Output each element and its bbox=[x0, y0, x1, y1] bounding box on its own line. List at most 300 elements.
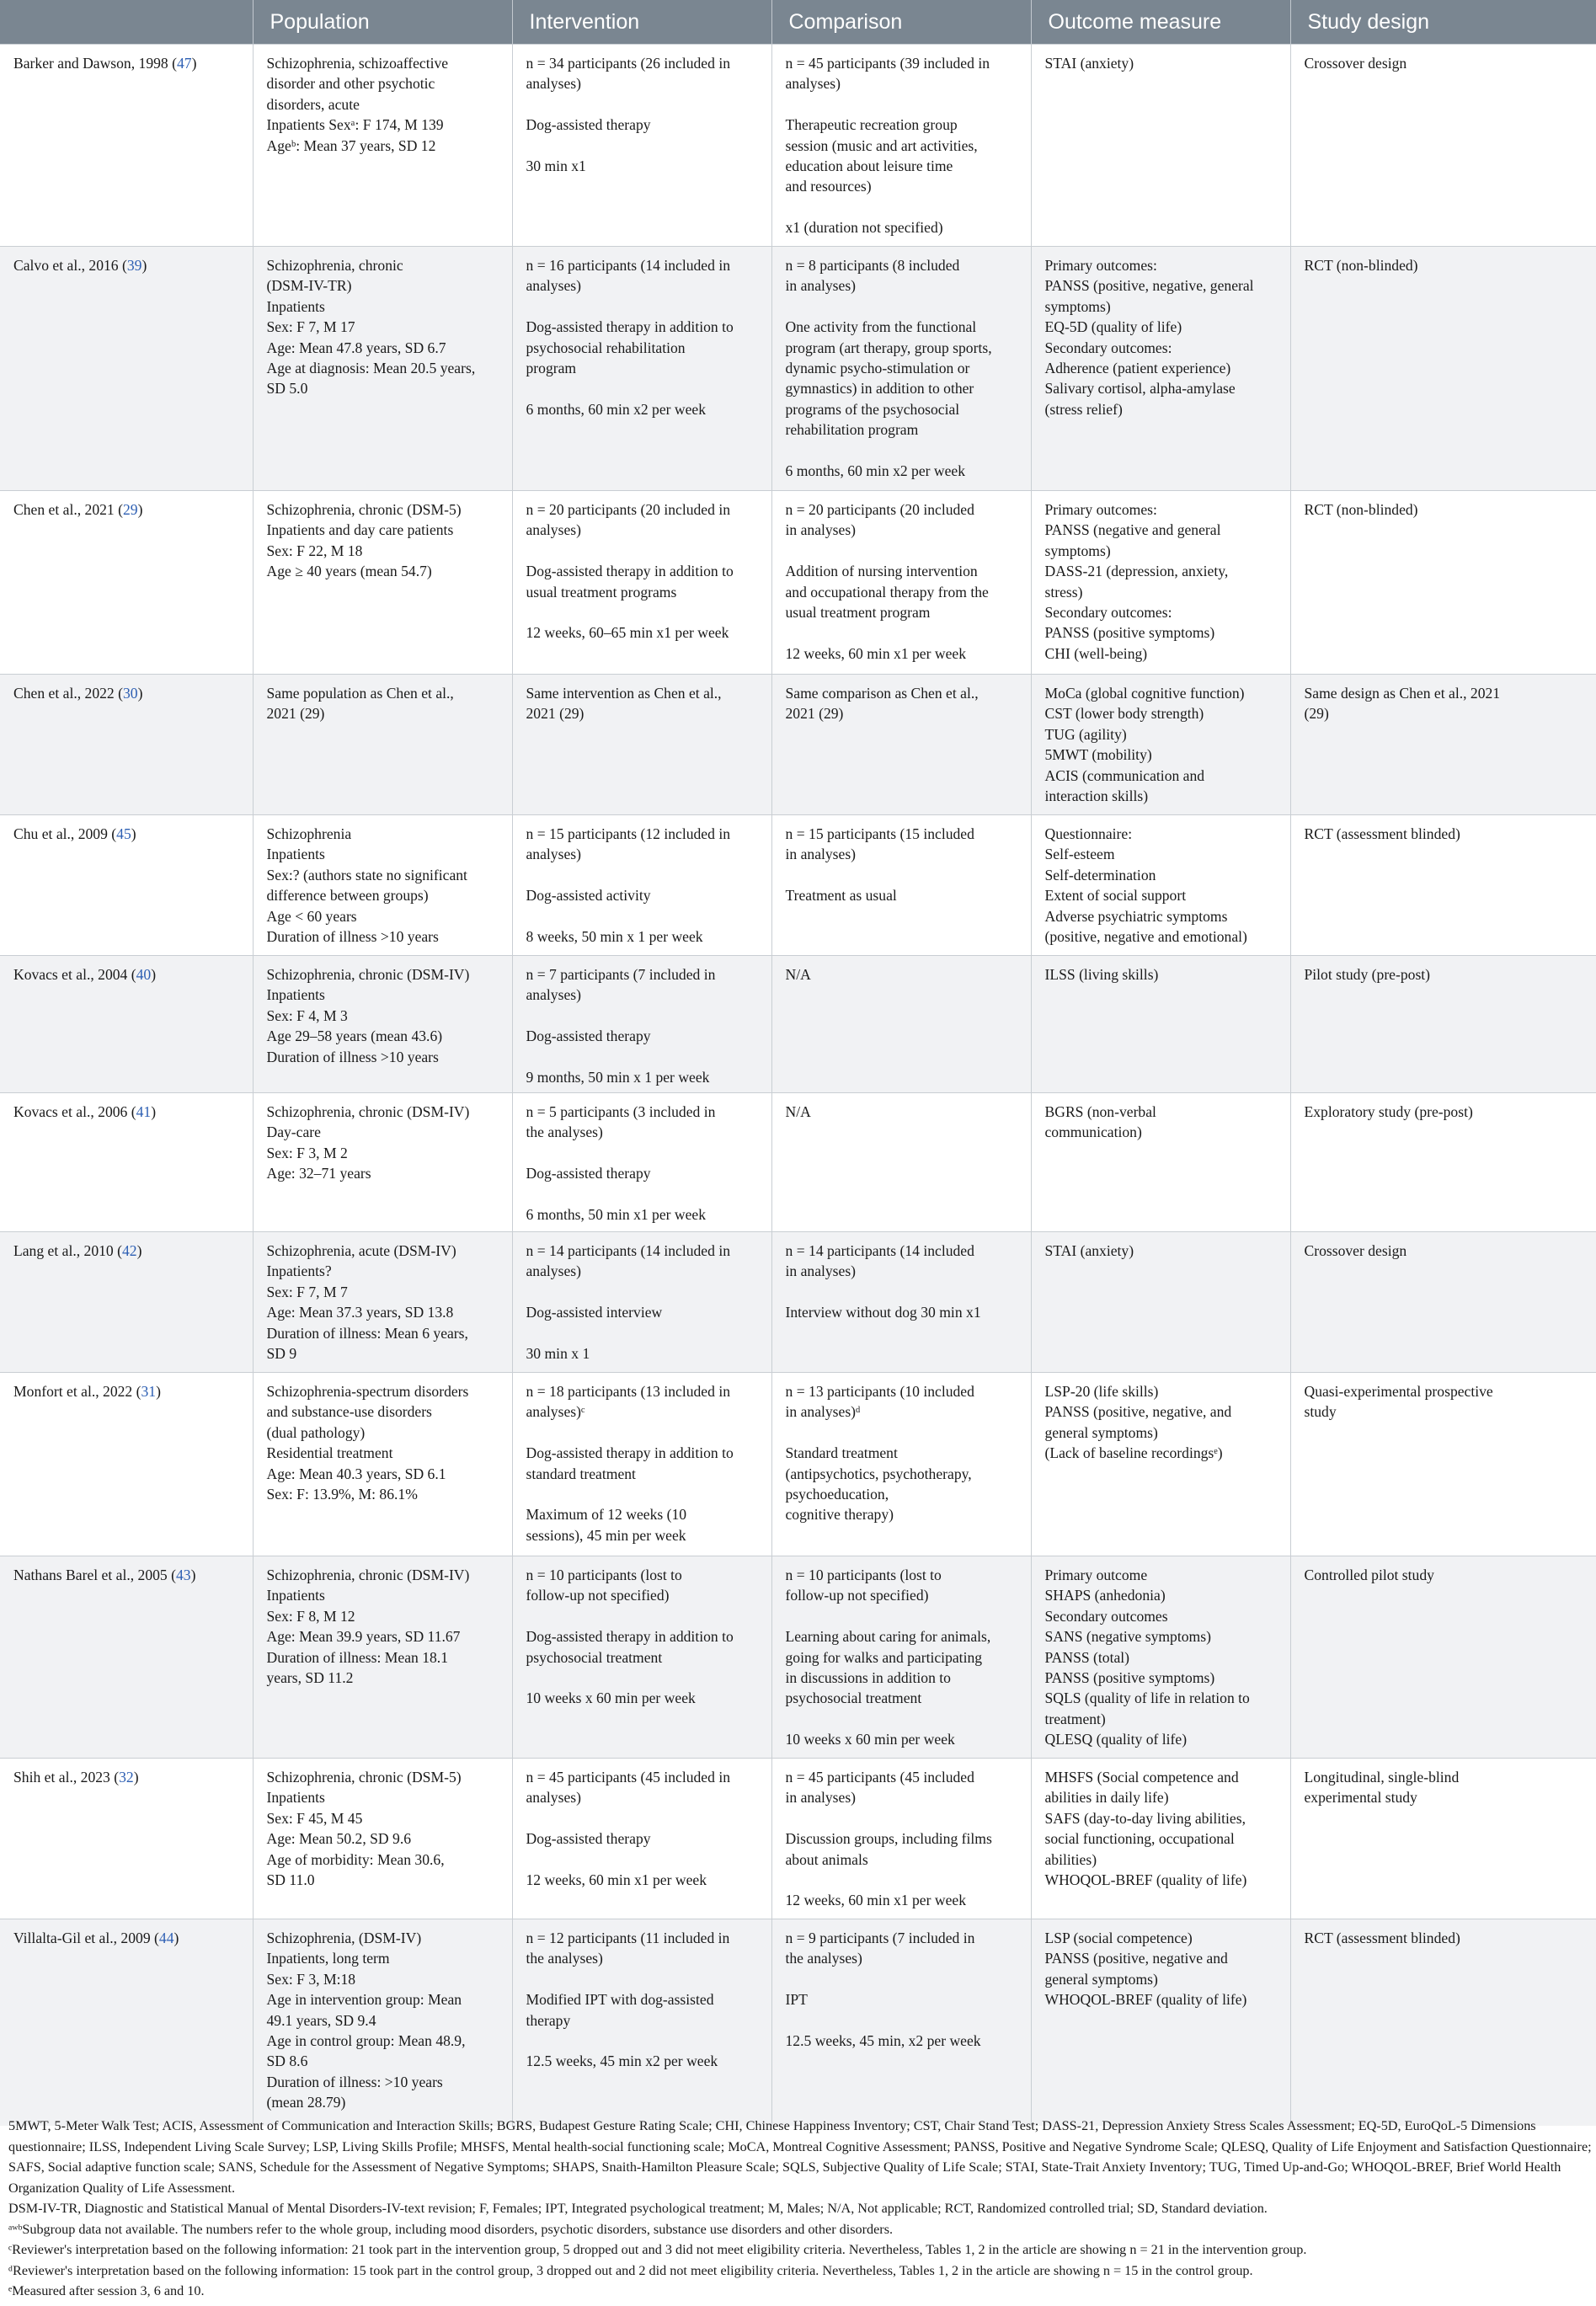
table-body bbox=[0, 45, 1596, 2126]
population-line: Schizophrenia, chronic bbox=[266, 257, 403, 274]
reference-link[interactable]: 45 bbox=[116, 825, 131, 842]
population-line: Duration of illness: Mean 6 years, bbox=[266, 1324, 468, 1342]
outcome-line: BGRS (non-verbal bbox=[1044, 1103, 1156, 1120]
comparison-line: in analyses) bbox=[785, 521, 857, 539]
outcome-line: ILSS (living skills) bbox=[1044, 966, 1159, 983]
outcome-line: ACIS (communication and bbox=[1044, 766, 1205, 784]
intervention-line: n = 18 participants (13 included in bbox=[526, 1383, 730, 1400]
table-row bbox=[0, 1919, 1596, 2126]
population-line: Same population as Chen et al., bbox=[266, 685, 454, 702]
population-cell bbox=[253, 1373, 512, 1556]
outcome-cell bbox=[1031, 491, 1290, 675]
population-line: Sex: F 7, M 17 bbox=[266, 318, 355, 336]
design-cell bbox=[1290, 1093, 1596, 1232]
intervention-cell bbox=[512, 815, 771, 956]
population-line: Inpatients and day care patients bbox=[266, 521, 454, 539]
outcome-line: MHSFS (Social competence and bbox=[1044, 1769, 1239, 1786]
design-line: RCT (non-blinded) bbox=[1304, 501, 1418, 518]
reference-link[interactable]: 30 bbox=[122, 685, 138, 702]
comparison-line: N/A bbox=[785, 966, 811, 983]
intervention-line: Dog-assisted interview bbox=[526, 1304, 663, 1321]
intervention-cell bbox=[512, 1093, 771, 1232]
intervention-line: analyses) bbox=[526, 1789, 581, 1807]
comparison-line: 2021 (29) bbox=[785, 705, 844, 723]
header-comparison: Comparison bbox=[771, 0, 1031, 45]
outcome-line: Primary outcomes: bbox=[1044, 501, 1157, 518]
intervention-line: Dog-assisted therapy in addition to bbox=[526, 318, 734, 336]
population-cell bbox=[253, 1232, 512, 1373]
table-row bbox=[0, 1373, 1596, 1556]
comparison-line: and resources) bbox=[785, 178, 872, 195]
intervention-line: Modified IPT with dog-assisted bbox=[526, 1991, 714, 2009]
comparison-line: Treatment as usual bbox=[785, 887, 897, 905]
population-line: Duration of illness >10 years bbox=[266, 928, 439, 946]
population-line: Age 29–58 years (mean 43.6) bbox=[266, 1028, 443, 1045]
intervention-cell bbox=[512, 1556, 771, 1759]
design-line: Crossover design bbox=[1304, 55, 1407, 72]
intervention-line: therapy bbox=[526, 2011, 571, 2029]
intervention-line: n = 12 participants (11 included in bbox=[526, 1930, 730, 1946]
outcome-line: CST (lower body strength) bbox=[1044, 705, 1204, 723]
outcome-line: 5MWT (mobility) bbox=[1044, 746, 1152, 764]
design-cell bbox=[1290, 491, 1596, 675]
design-line: Quasi-experimental prospective bbox=[1304, 1383, 1493, 1400]
intervention-line: n = 14 participants (14 included in bbox=[526, 1242, 730, 1259]
intervention-line: analyses) bbox=[526, 846, 581, 863]
intervention-line: 12 weeks, 60 min x1 per week bbox=[526, 1871, 707, 1888]
outcome-line: Primary outcomes: bbox=[1044, 257, 1157, 274]
study-name: Kovacs et al., 2006 ( bbox=[13, 1103, 136, 1120]
population-line: Schizophrenia, chronic (DSM-IV) bbox=[266, 1567, 470, 1583]
intervention-line: Dog-assisted therapy bbox=[526, 1830, 651, 1848]
study-name: Calvo et al., 2016 ( bbox=[13, 257, 127, 274]
intervention-line: 30 min x 1 bbox=[526, 1345, 590, 1362]
outcome-cell bbox=[1031, 1093, 1290, 1232]
intervention-line: analyses) bbox=[526, 986, 581, 1004]
outcome-cell bbox=[1031, 1232, 1290, 1373]
outcome-line: Self-esteem bbox=[1044, 846, 1115, 863]
study-name: Chen et al., 2021 ( bbox=[13, 501, 123, 518]
intervention-line: psychosocial rehabilitation bbox=[526, 339, 686, 356]
population-line: and substance-use disorders bbox=[266, 1403, 432, 1421]
design-line: Longitudinal, single-blind bbox=[1304, 1769, 1460, 1786]
table-row bbox=[0, 1232, 1596, 1373]
outcome-line: general symptoms) bbox=[1044, 1970, 1158, 1988]
comparison-line: dynamic psycho-stimulation or bbox=[785, 360, 970, 377]
intervention-line: Dog-assisted activity bbox=[526, 887, 651, 905]
comparison-cell bbox=[771, 1759, 1031, 1919]
intervention-cell bbox=[512, 1919, 771, 2126]
population-cell bbox=[253, 815, 512, 956]
comparison-line: education about leisure time bbox=[785, 157, 953, 175]
comparison-line: the analyses) bbox=[785, 1950, 862, 1967]
design-cell bbox=[1290, 1232, 1596, 1373]
population-line: Schizophrenia bbox=[266, 825, 352, 842]
header-population: Population bbox=[253, 0, 512, 45]
design-cell bbox=[1290, 675, 1596, 815]
outcome-cell bbox=[1031, 1759, 1290, 1919]
comparison-cell bbox=[771, 1232, 1031, 1373]
intervention-line: program bbox=[526, 360, 577, 377]
study-cell: Kovacs et al., 2004 (40) bbox=[0, 956, 253, 1093]
outcome-line: Adverse psychiatric symptoms bbox=[1044, 907, 1228, 925]
reference-link[interactable]: 29 bbox=[122, 501, 138, 518]
table-row bbox=[0, 247, 1596, 491]
outcome-cell bbox=[1031, 815, 1290, 956]
reference-link[interactable]: 44 bbox=[158, 1930, 174, 1946]
intervention-line: n = 34 participants (26 included in bbox=[526, 55, 730, 72]
outcome-line: LSP-20 (life skills) bbox=[1044, 1383, 1159, 1400]
intervention-line: Dog-assisted therapy bbox=[526, 1028, 651, 1045]
study-name: Monfort et al., 2022 ( bbox=[13, 1383, 141, 1400]
comparison-line: (antipsychotics, psychotherapy, bbox=[785, 1465, 972, 1482]
outcome-line: PANSS (negative and general bbox=[1044, 521, 1221, 539]
outcome-cell bbox=[1031, 45, 1290, 247]
outcome-line: treatment) bbox=[1044, 1710, 1106, 1727]
footnote: DSM-IV-TR, Diagnostic and Statistical Manual of Mental Disorders-IV-text revision; F, Females; IPT, Integrated psychological treatment; M, Males; N/A, Not applicable; RCT, Randomized controlled trial; SD, Standard deviation. bbox=[8, 2201, 1268, 2216]
comparison-line: Interview without dog 30 min x1 bbox=[785, 1304, 981, 1321]
comparison-cell bbox=[771, 45, 1031, 247]
intervention-line: 6 months, 50 min x1 per week bbox=[526, 1206, 707, 1223]
comparison-line: Therapeutic recreation group bbox=[785, 116, 958, 134]
outcome-line: PANSS (positive symptoms) bbox=[1044, 1669, 1215, 1687]
population-line: Residential treatment bbox=[266, 1444, 393, 1462]
outcome-line: STAI (anxiety) bbox=[1044, 1242, 1134, 1259]
intervention-line: n = 10 participants (lost to bbox=[526, 1567, 682, 1583]
population-line: Inpatients bbox=[266, 1587, 325, 1604]
outcome-line: WHOQOL-BREF (quality of life) bbox=[1044, 1871, 1247, 1889]
comparison-line: 6 months, 60 min x2 per week bbox=[785, 462, 966, 480]
outcome-cell bbox=[1031, 1373, 1290, 1556]
population-line: 49.1 years, SD 9.4 bbox=[266, 2011, 376, 2029]
footnote: 5MWT, 5-Meter Walk Test; ACIS, Assessment of Communication and Interaction Skills; BGRS, Budapest Gesture Rating Scale; CHI, Chinese Happiness Inventory; CST, Chair Stand Test; DASS-21, Depression Anxiety Stress Scales Assessment; EQ-5D, EuroQoL-5 Dimensions questionnaire; ILSS, Independent Living Scale Survey; LSP, Living Skills Profile; MHSFS, Mental health-social functioning scale; MoCA, Montreal Cognitive Assessment; PANSS, Positive and Negative Syndrome Scale; QLESQ, Quality of Life Enjoyment and Satisfaction Questionnaire; SAFS, Social adaptive function scale; SANS, Schedule for the Assessment of Negative Symptoms; SHAPS, Snaith-Hamilton Pleasure Scale; SQLS, Subjective Quality of Life Scale; STAI, State-Trait Anxiety Inventory; TUG, Timed Up-and-Go; WHOQOL-BREF, Brief World Health Organization Quality of Life Assessment. bbox=[8, 2118, 1592, 2196]
comparison-line: in analyses) bbox=[785, 1262, 857, 1280]
outcome-line: Adherence (patient experience) bbox=[1044, 360, 1231, 377]
design-line: RCT (non-blinded) bbox=[1304, 257, 1418, 274]
intervention-line: the analyses) bbox=[526, 1124, 603, 1141]
population-line: Schizophrenia, chronic (DSM-IV) bbox=[266, 1103, 470, 1120]
intervention-line: psychosocial treatment bbox=[526, 1648, 663, 1666]
outcome-line: general symptoms) bbox=[1044, 1423, 1158, 1441]
comparison-line: programs of the psychosocial bbox=[785, 400, 960, 418]
outcome-line: MoCa (global cognitive function) bbox=[1044, 685, 1245, 702]
comparison-line: n = 9 participants (7 included in bbox=[785, 1930, 975, 1946]
design-cell bbox=[1290, 1919, 1596, 2126]
design-line: study bbox=[1304, 1403, 1337, 1421]
intervention-line: Dog-assisted therapy bbox=[526, 1165, 651, 1182]
population-line: Ageᵇ: Mean 37 years, SD 12 bbox=[266, 136, 436, 154]
intervention-cell bbox=[512, 1373, 771, 1556]
outcome-line: Self-determination bbox=[1044, 866, 1156, 883]
outcome-line: SQLS (quality of life in relation to bbox=[1044, 1689, 1250, 1707]
intervention-cell bbox=[512, 491, 771, 675]
population-line: Schizophrenia, chronic (DSM-IV) bbox=[266, 966, 470, 983]
study-cell: Monfort et al., 2022 (31) bbox=[0, 1373, 253, 1556]
outcome-line: SAFS (day-to-day living abilities, bbox=[1044, 1809, 1246, 1827]
study-name: Barker and Dawson, 1998 ( bbox=[13, 55, 177, 72]
population-line: Age < 60 years bbox=[266, 907, 357, 925]
population-line: Age: Mean 37.3 years, SD 13.8 bbox=[266, 1304, 454, 1321]
population-line: 2021 (29) bbox=[266, 705, 325, 723]
population-line: Sex: F 3, M 2 bbox=[266, 1144, 348, 1161]
population-line: (dual pathology) bbox=[266, 1423, 366, 1441]
table-header-row bbox=[0, 0, 1596, 45]
population-line: Sex: F: 13.9%, M: 86.1% bbox=[266, 1486, 418, 1503]
intervention-cell bbox=[512, 956, 771, 1093]
outcome-line: PANSS (positive symptoms) bbox=[1044, 624, 1215, 642]
footnote: ᵉMeasured after session 3, 6 and 10. bbox=[8, 2283, 205, 2298]
population-line: Sex: F 4, M 3 bbox=[266, 1006, 348, 1024]
comparison-line: psychosocial treatment bbox=[785, 1689, 922, 1707]
study-cell: Villalta-Gil et al., 2009 (44) bbox=[0, 1919, 253, 2126]
population-line: Age of morbidity: Mean 30.6, bbox=[266, 1850, 445, 1868]
intervention-line: 10 weeks x 60 min per week bbox=[526, 1689, 696, 1707]
outcome-line: STAI (anxiety) bbox=[1044, 55, 1134, 72]
header-intervention: Intervention bbox=[512, 0, 771, 45]
comparison-cell bbox=[771, 956, 1031, 1093]
design-line: RCT (assessment blinded) bbox=[1304, 1930, 1460, 1946]
population-line: disorders, acute bbox=[266, 95, 360, 113]
comparison-line: Standard treatment bbox=[785, 1444, 898, 1462]
study-cell: Kovacs et al., 2006 (41) bbox=[0, 1093, 253, 1232]
outcome-line: EQ-5D (quality of life) bbox=[1044, 318, 1182, 336]
outcome-cell bbox=[1031, 675, 1290, 815]
population-line: Schizophrenia, acute (DSM-IV) bbox=[266, 1242, 456, 1259]
intervention-line: n = 20 participants (20 included in bbox=[526, 501, 730, 518]
study-cell: Chu et al., 2009 (45) bbox=[0, 815, 253, 956]
population-cell bbox=[253, 675, 512, 815]
design-line: Pilot study (pre-post) bbox=[1304, 966, 1431, 983]
population-line: Sex: F 8, M 12 bbox=[266, 1607, 355, 1625]
intervention-line: 12.5 weeks, 45 min x2 per week bbox=[526, 2052, 718, 2070]
intervention-line: analyses) bbox=[526, 75, 581, 93]
comparison-line: 10 weeks x 60 min per week bbox=[785, 1731, 955, 1748]
intervention-line: n = 15 participants (12 included in bbox=[526, 825, 730, 842]
outcome-line: PANSS (positive, negative, and bbox=[1044, 1403, 1232, 1421]
design-cell bbox=[1290, 1556, 1596, 1759]
population-line: Age in control group: Mean 48.9, bbox=[266, 2032, 466, 2050]
comparison-line: 12 weeks, 60 min x1 per week bbox=[785, 644, 966, 662]
comparison-line: n = 20 participants (20 included bbox=[785, 501, 974, 518]
population-line: Sex: F 45, M 45 bbox=[266, 1809, 363, 1827]
population-line: Age ≥ 40 years (mean 54.7) bbox=[266, 563, 432, 580]
outcome-line: DASS-21 (depression, anxiety, bbox=[1044, 563, 1229, 580]
intervention-line: n = 16 participants (14 included in bbox=[526, 257, 730, 274]
intervention-cell bbox=[512, 675, 771, 815]
population-cell bbox=[253, 45, 512, 247]
population-line: Schizophrenia, schizoaffective bbox=[266, 55, 449, 72]
reference-link[interactable]: 40 bbox=[136, 966, 152, 983]
study-name: Nathans Barel et al., 2005 ( bbox=[13, 1567, 176, 1583]
reference-link[interactable]: 32 bbox=[119, 1769, 134, 1786]
comparison-cell bbox=[771, 815, 1031, 956]
outcome-line: communication) bbox=[1044, 1124, 1142, 1141]
study-cell: Lang et al., 2010 (42) bbox=[0, 1232, 253, 1373]
outcome-line: CHI (well-being) bbox=[1044, 644, 1148, 662]
population-line: Age at diagnosis: Mean 20.5 years, bbox=[266, 360, 476, 377]
population-line: Duration of illness >10 years bbox=[266, 1048, 439, 1065]
table-row bbox=[0, 491, 1596, 675]
comparison-line: in analyses) bbox=[785, 277, 857, 295]
population-line: Schizophrenia, chronic (DSM-5) bbox=[266, 501, 462, 518]
outcome-line: symptoms) bbox=[1044, 542, 1111, 559]
outcome-line: TUG (agility) bbox=[1044, 725, 1127, 743]
comparison-line: program (art therapy, group sports, bbox=[785, 339, 992, 356]
intervention-line: 6 months, 60 min x2 per week bbox=[526, 400, 707, 418]
comparison-cell bbox=[771, 1373, 1031, 1556]
comparison-line: n = 15 participants (15 included bbox=[785, 825, 974, 842]
comparison-line: One activity from the functional bbox=[785, 318, 977, 336]
outcome-line: Primary outcome bbox=[1044, 1567, 1148, 1583]
outcome-line: PANSS (positive, negative and bbox=[1044, 1950, 1228, 1967]
population-line: Inpatients bbox=[266, 297, 325, 315]
comparison-line: follow-up not specified) bbox=[785, 1587, 929, 1604]
design-line: (29) bbox=[1304, 705, 1329, 723]
population-line: SD 11.0 bbox=[266, 1871, 315, 1889]
intervention-line: the analyses) bbox=[526, 1950, 603, 1967]
outcome-line: SHAPS (anhedonia) bbox=[1044, 1587, 1166, 1604]
comparison-cell bbox=[771, 491, 1031, 675]
population-cell bbox=[253, 1759, 512, 1919]
design-line: Crossover design bbox=[1304, 1242, 1407, 1259]
comparison-line: n = 14 participants (14 included bbox=[785, 1242, 974, 1259]
population-line: years, SD 11.2 bbox=[266, 1669, 354, 1687]
intervention-line: sessions), 45 min per week bbox=[526, 1526, 686, 1544]
design-cell bbox=[1290, 1373, 1596, 1556]
population-line: Duration of illness: >10 years bbox=[266, 2073, 443, 2090]
reference-link[interactable]: 31 bbox=[141, 1383, 157, 1400]
population-line: Sex: F 7, M 7 bbox=[266, 1283, 348, 1300]
study-cell: Shih et al., 2023 (32) bbox=[0, 1759, 253, 1919]
design-line: Same design as Chen et al., 2021 bbox=[1304, 685, 1501, 702]
intervention-line: 8 weeks, 50 min x 1 per week bbox=[526, 928, 703, 945]
comparison-line: n = 45 participants (45 included bbox=[785, 1769, 974, 1786]
outcome-cell bbox=[1031, 247, 1290, 491]
population-line: Day-care bbox=[266, 1124, 321, 1141]
footnote: ᵃʷᵇSubgroup data not available. The numbers refer to the whole group, including mood disorders, psychotic disorders, substance use disorders and other disorders. bbox=[8, 2221, 894, 2237]
population-line: (DSM-IV-TR) bbox=[266, 277, 352, 295]
intervention-line: 2021 (29) bbox=[526, 705, 584, 723]
table-row bbox=[0, 956, 1596, 1093]
population-line: Schizophrenia, chronic (DSM-5) bbox=[266, 1769, 462, 1786]
reference-link[interactable]: 39 bbox=[126, 257, 142, 274]
design-line: experimental study bbox=[1304, 1789, 1417, 1807]
comparison-line: n = 8 participants (8 included bbox=[785, 257, 960, 274]
population-cell bbox=[253, 1919, 512, 2126]
outcome-line: SANS (negative symptoms) bbox=[1044, 1628, 1211, 1646]
intervention-line: n = 7 participants (7 included in bbox=[526, 966, 716, 983]
table-row bbox=[0, 815, 1596, 956]
population-line: Schizophrenia-spectrum disorders bbox=[266, 1383, 469, 1400]
comparison-line: gymnastics) in addition to other bbox=[785, 380, 974, 398]
outcome-line: abilities) bbox=[1044, 1850, 1097, 1868]
population-line: Inpatients, long term bbox=[266, 1950, 390, 1967]
intervention-line: Dog-assisted therapy in addition to bbox=[526, 563, 734, 580]
intervention-cell bbox=[512, 247, 771, 491]
population-line: Age: Mean 47.8 years, SD 6.7 bbox=[266, 339, 446, 356]
comparison-line: IPT bbox=[785, 1991, 808, 2009]
comparison-cell bbox=[771, 1919, 1031, 2126]
comparison-line: n = 45 participants (39 included in bbox=[785, 55, 990, 72]
population-cell bbox=[253, 491, 512, 675]
design-line: Controlled pilot study bbox=[1304, 1567, 1434, 1583]
intervention-line: n = 45 participants (45 included in bbox=[526, 1769, 730, 1786]
outcome-line: (positive, negative and emotional) bbox=[1044, 928, 1247, 946]
outcome-line: PANSS (total) bbox=[1044, 1648, 1130, 1666]
intervention-line: standard treatment bbox=[526, 1465, 636, 1482]
footnote: ᵈReviewer's interpretation based on the following information: 15 took part in the control group, 3 dropped out and 2 did not meet eligibility criteria. Nevertheless, Tables 1, 2 in the article are showing n = 15 in the control group. bbox=[8, 2262, 1253, 2278]
reference-link[interactable]: 47 bbox=[176, 55, 192, 72]
outcome-line: QLESQ (quality of life) bbox=[1044, 1731, 1188, 1748]
comparison-line: and occupational therapy from the bbox=[785, 583, 989, 601]
intervention-line: Dog-assisted therapy in addition to bbox=[526, 1628, 734, 1646]
population-line: Schizophrenia, (DSM-IV) bbox=[266, 1930, 422, 1946]
comparison-cell bbox=[771, 1556, 1031, 1759]
population-line: Inpatients bbox=[266, 986, 325, 1004]
comparison-line: 12 weeks, 60 min x1 per week bbox=[785, 1892, 966, 1909]
population-line: Age: 32–71 years bbox=[266, 1165, 371, 1182]
study-name: Chu et al., 2009 ( bbox=[13, 825, 117, 842]
comparison-line: going for walks and participating bbox=[785, 1648, 983, 1666]
design-cell bbox=[1290, 1759, 1596, 1919]
outcome-line: Secondary outcomes: bbox=[1044, 339, 1172, 356]
comparison-line: n = 13 participants (10 included bbox=[785, 1383, 974, 1400]
comparison-cell bbox=[771, 675, 1031, 815]
population-cell bbox=[253, 1093, 512, 1232]
intervention-line: n = 5 participants (3 included in bbox=[526, 1103, 716, 1120]
outcome-line: (Lack of baseline recordingsᵉ) bbox=[1044, 1444, 1223, 1462]
header-study bbox=[0, 0, 253, 45]
design-line: Exploratory study (pre-post) bbox=[1304, 1103, 1473, 1120]
intervention-line: analyses) bbox=[526, 1262, 581, 1280]
outcome-line: (stress relief) bbox=[1044, 400, 1123, 418]
intervention-line: Same intervention as Chen et al., bbox=[526, 685, 722, 702]
reference-link[interactable]: 42 bbox=[121, 1242, 137, 1259]
design-line: RCT (assessment blinded) bbox=[1304, 825, 1460, 842]
outcome-line: Secondary outcomes bbox=[1044, 1607, 1168, 1625]
comparison-line: cognitive therapy) bbox=[785, 1506, 894, 1524]
comparison-line: 12.5 weeks, 45 min, x2 per week bbox=[785, 2032, 981, 2049]
header-outcome-measure: Outcome measure bbox=[1031, 0, 1290, 45]
intervention-line: analyses) bbox=[526, 521, 581, 539]
intervention-cell bbox=[512, 1759, 771, 1919]
study-name: Kovacs et al., 2004 ( bbox=[13, 966, 136, 983]
table-row bbox=[0, 45, 1596, 247]
intervention-cell bbox=[512, 1232, 771, 1373]
intervention-line: follow-up not specified) bbox=[526, 1587, 670, 1604]
design-cell bbox=[1290, 247, 1596, 491]
study-cell: Chen et al., 2021 (29) bbox=[0, 491, 253, 675]
population-line: Inpatients? bbox=[266, 1262, 332, 1280]
reference-link[interactable]: 41 bbox=[136, 1103, 152, 1120]
population-line: difference between groups) bbox=[266, 887, 429, 905]
design-cell bbox=[1290, 956, 1596, 1093]
comparison-line: Addition of nursing intervention bbox=[785, 563, 978, 580]
intervention-line: Maximum of 12 weeks (10 bbox=[526, 1506, 687, 1524]
reference-link[interactable]: 43 bbox=[175, 1567, 191, 1583]
outcome-line: Secondary outcomes: bbox=[1044, 604, 1172, 622]
population-line: SD 5.0 bbox=[266, 380, 308, 398]
population-line: Duration of illness: Mean 18.1 bbox=[266, 1648, 448, 1666]
population-line: SD 8.6 bbox=[266, 2052, 308, 2070]
population-line: Sex: F 22, M 18 bbox=[266, 542, 363, 559]
population-line: Age in intervention group: Mean bbox=[266, 1991, 462, 2009]
population-line: disorder and other psychotic bbox=[266, 75, 435, 93]
intervention-cell bbox=[512, 45, 771, 247]
comparison-line: about animals bbox=[785, 1850, 868, 1868]
outcome-line: social functioning, occupational bbox=[1044, 1830, 1235, 1848]
intervention-line: 12 weeks, 60–65 min x1 per week bbox=[526, 624, 729, 642]
